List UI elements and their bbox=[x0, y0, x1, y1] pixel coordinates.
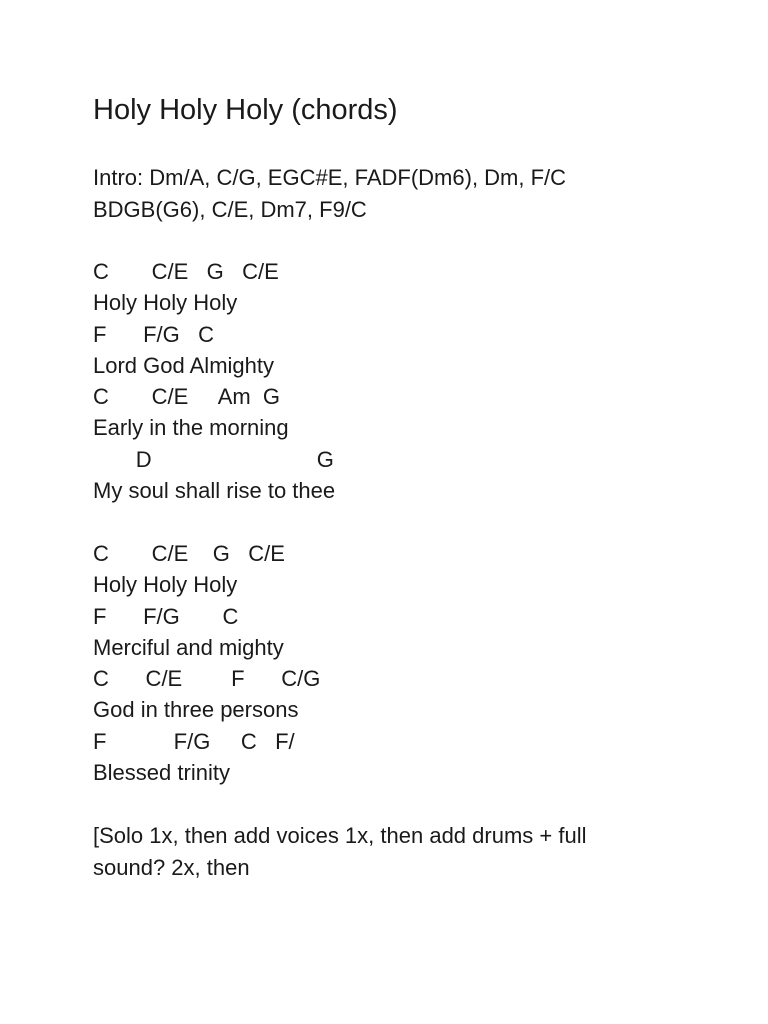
chord-line: C C/E F C/G bbox=[93, 666, 321, 692]
intro-line: BDGB(G6), C/E, Dm7, F9/C bbox=[93, 197, 367, 222]
intro-section bbox=[93, 162, 733, 226]
lyric-line: Blessed trinity bbox=[93, 760, 230, 786]
chord-line: C C/E Am G bbox=[93, 384, 281, 410]
note-line: [Solo 1x, then add voices 1x, then add drums + full bbox=[93, 823, 587, 848]
verse-2 bbox=[93, 538, 320, 788]
chord-line: C C/E G C/E bbox=[93, 259, 279, 284]
lyric-line: God in three persons bbox=[93, 697, 299, 723]
lyric-line: My soul shall rise to thee bbox=[93, 478, 336, 504]
chord-line: F F/G C bbox=[93, 603, 239, 629]
chord-line: D G bbox=[93, 446, 334, 472]
lyric-line: Early in the morning bbox=[93, 415, 289, 441]
lyric-line: Merciful and mighty bbox=[93, 634, 284, 660]
lyric-line: Holy Holy Holy bbox=[93, 290, 238, 316]
lyric-line: Lord God Almighty bbox=[93, 352, 274, 378]
lyric-line: Holy Holy Holy bbox=[93, 572, 238, 598]
note-line: sound? 2x, then bbox=[93, 855, 250, 880]
document-title: Holy Holy Holy (chords) bbox=[93, 94, 398, 126]
chord-line: C C/E G C/E bbox=[93, 541, 285, 566]
chord-line: F F/G C bbox=[93, 321, 214, 347]
performance-note bbox=[93, 820, 733, 884]
chord-line: F F/G C F/ bbox=[93, 728, 295, 754]
intro-line: Intro: Dm/A, C/G, EGC#E, FADF(Dm6), Dm, F/C bbox=[93, 165, 567, 190]
verse-1 bbox=[93, 256, 335, 506]
